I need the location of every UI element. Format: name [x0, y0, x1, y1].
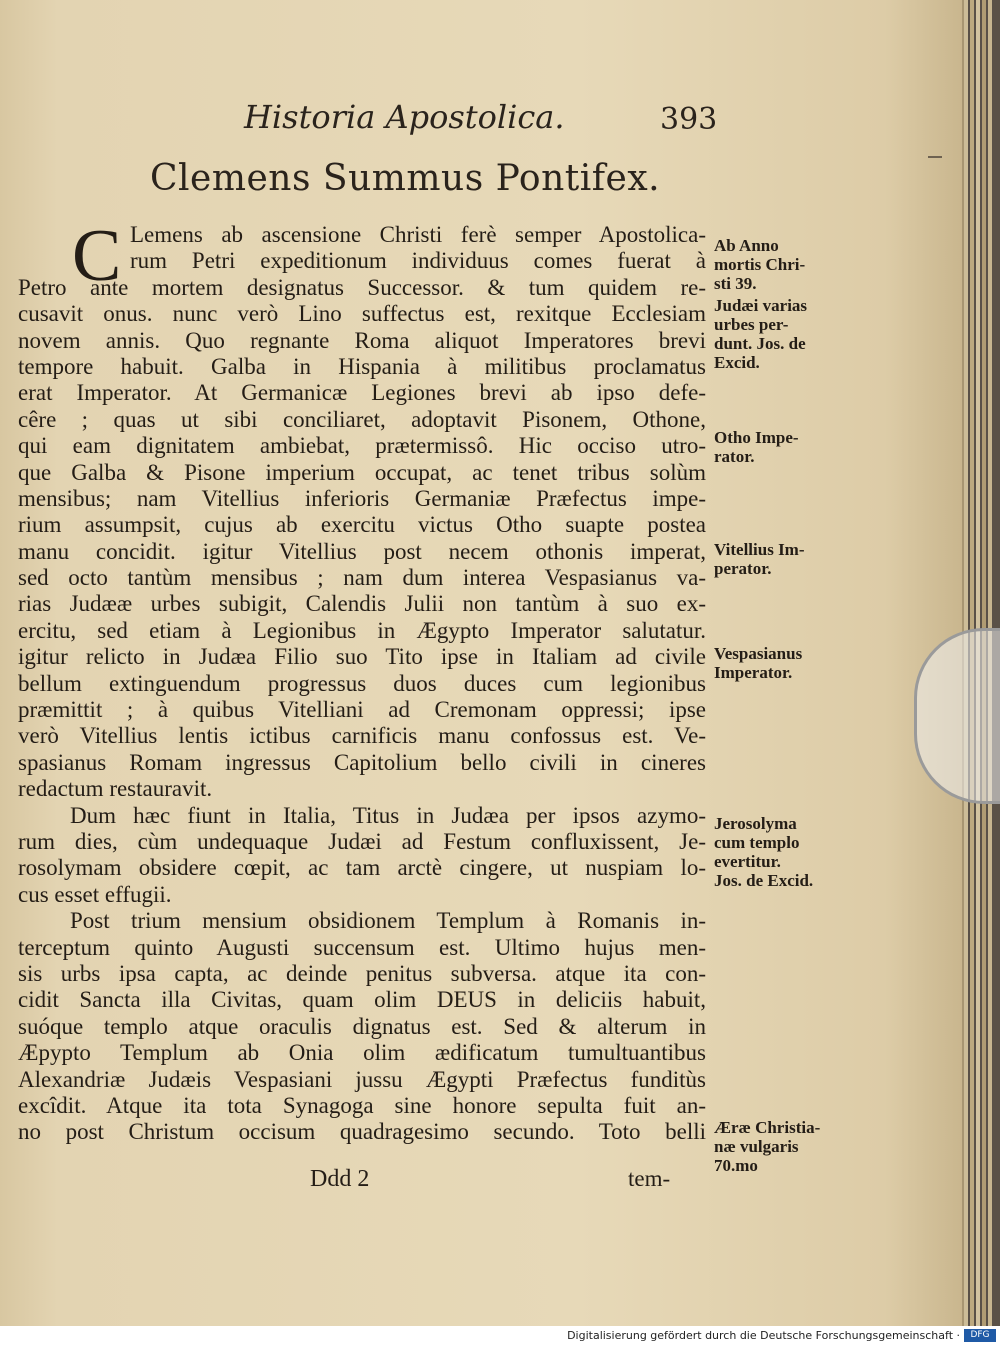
text-line: erat Imperator. At Germanicæ Legiones brevi ab ipso defe-	[18, 380, 706, 406]
catchword: tem-	[628, 1166, 671, 1191]
marginal-note-line: Vitellius Im-	[714, 540, 805, 559]
marginal-note-line: perator.	[714, 559, 772, 578]
marginal-note-line: rator.	[714, 447, 755, 466]
running-title: Historia Apostolica.	[244, 98, 565, 136]
text-line: terceptum quinto Augusti succensum est. Ultimo hujus men-	[18, 934, 706, 960]
text-line: cus esset effugii.	[18, 881, 172, 907]
text-line: mensibus; nam Vitellius inferioris Germaniæ Præfectus impe-	[18, 485, 706, 511]
text-line: præmittit ; à quibus Vitelliani ad Cremonam oppressi; ipse	[18, 697, 706, 723]
marginal-note-line: dunt. Jos. de	[714, 334, 806, 353]
marginal-note	[714, 1118, 826, 1175]
text-line: cusavit onus. nunc verò Lino suffectus est, rexitque Ecclesiam	[18, 301, 706, 327]
marginal-note-line: sti 39.	[714, 274, 757, 293]
text-line: rum Petri expeditionum individuus comes fuerat à	[130, 248, 706, 274]
text-line: cêre ; quas ut sibi conciliaret, adoptavit Pisonem, Othone,	[18, 406, 706, 432]
marginal-note	[714, 644, 826, 682]
text-line: bellum extinguendum progressus duos duces cum legionibus	[18, 670, 706, 696]
text-line: que Galba & Pisone imperium occupat, ac tenet tribus solùm	[18, 459, 706, 485]
text-line: excîdit. Atque ita tota Synagoga sine honore sepulta fuit an-	[18, 1092, 706, 1118]
text-line: Dum hæc fiunt in Italia, Titus in Judæa per ipsos azymo-	[70, 802, 706, 828]
marginal-note-line: Judæi varias	[714, 296, 808, 315]
text-line: rias Judææ urbes subigit, Calendis Julii non tantùm à suo ex-	[18, 591, 706, 617]
text-line: Lemens ab ascensione Christi ferè semper Apostolica-	[130, 222, 706, 247]
text-line: rosolymam obsidere cœpit, ac tam arctè cingere, ut nuspiam lo-	[18, 855, 706, 881]
signature-mark: Ddd 2	[310, 1166, 370, 1192]
text-line: Alexandriæ Judæis Vespasiani jussu Ægypti Præfectus funditùs	[18, 1066, 706, 1092]
chapter-title: Clemens Summus Pontifex.	[150, 158, 661, 199]
text-line: no post Christum occisum quadragesimo secundo. Toto belli	[18, 1119, 706, 1145]
marginal-note-line: Ab Anno	[714, 236, 779, 255]
marginal-note-line: Imperator.	[714, 663, 793, 682]
marginal-note-line: Æræ Christia-	[714, 1118, 821, 1137]
text-line: Petro ante mortem designatus Successor. & tum quidem re-	[18, 274, 706, 300]
dfg-logo: DFG	[964, 1329, 996, 1342]
text-line: cidit Sancta illa Civitas, quam olim DEUS in deliciis habuit,	[18, 987, 706, 1013]
text-line: novem annis. Quo regnante Roma aliquot Imperatores brevi	[18, 327, 706, 353]
text-line: redactum restauravit.	[18, 776, 213, 802]
text-line: qui eam dignitatem ambiebat, prætermissô. Hic occiso utro-	[18, 433, 706, 459]
drop-capital: C	[72, 215, 122, 297]
marginal-note-line: Jerosolyma	[714, 814, 797, 833]
text-line: tempore habuit. Galba in Hispania à militibus proclamatus	[18, 353, 706, 379]
footer-bar	[0, 1326, 1000, 1346]
text-line: verò Vitellius lentis ictibus carnificis manu confossus est. Ve-	[18, 723, 706, 749]
marginal-note-line: Jos. de Excid.	[714, 871, 814, 890]
marginal-note-line: cum templo	[714, 833, 800, 852]
text-line: sed octo tantùm mensibus ; nam dum interea Vespasianus va-	[18, 565, 706, 591]
marginal-note	[714, 236, 826, 293]
marginal-note	[714, 428, 826, 466]
body-text	[18, 215, 706, 1146]
text-line: spasianus Romam ingressus Capitolium bello civili in cineres	[18, 749, 706, 775]
marginal-note	[714, 814, 826, 890]
marginal-note-line: Otho Impe-	[714, 428, 799, 447]
marginal-note-line: urbes per-	[714, 315, 789, 334]
text-line: rium assumpsit, cujus ab exercitu victus Otho suapte postea	[18, 512, 706, 538]
text-line: suóque templo atque oraculis dignatus est. Sed & alterum in	[18, 1013, 706, 1039]
marginal-note-line: Excid.	[714, 353, 760, 372]
text-line: Æpypto Templum ab Onia olim ædificatum tumultuantibus	[18, 1040, 706, 1066]
page-number: 393	[660, 102, 718, 137]
marginal-note	[714, 540, 826, 578]
page-mark	[928, 156, 942, 158]
text-line: rum dies, cùm undequaque Judæi ad Festum confluxissent, Je-	[18, 828, 706, 854]
marginal-note-line: næ vulgaris	[714, 1137, 799, 1156]
text-line: manu concidit. igitur Vitellius post necem othonis imperat,	[18, 538, 706, 564]
footer-credit: Digitalisierung gefördert durch die Deutsche Forschungsgemeinschaft ·	[567, 1329, 960, 1342]
marginal-note	[714, 296, 826, 372]
marginal-note-line: Vespasianus	[714, 644, 803, 663]
marginal-note-line: 70.mo	[714, 1156, 758, 1175]
text-line: Post trium mensium obsidionem Templum à Romanis in-	[70, 908, 706, 934]
text-line: igitur relicto in Judæa Filio suo Tito ipse in Italiam ad civile	[18, 644, 706, 670]
marginal-note-line: evertitur.	[714, 852, 781, 871]
marginal-note-line: mortis Chri-	[714, 255, 806, 274]
text-line: sis urbs ipsa capta, ac deinde penitus subversa. atque ita con-	[18, 960, 706, 986]
text-line: ercitu, sed etiam à Legionibus in Ægypto Imperator salutatur.	[18, 617, 706, 643]
